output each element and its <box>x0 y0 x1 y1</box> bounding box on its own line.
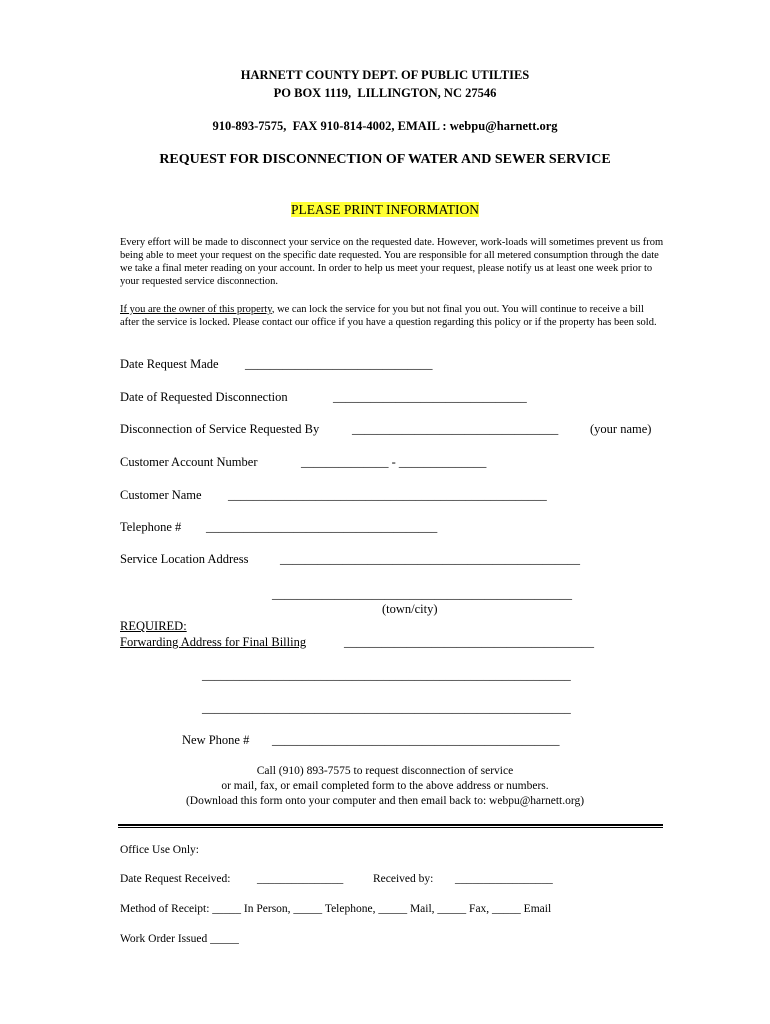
date-received-label: Date Request Received: <box>120 873 231 885</box>
print-notice-text: PLEASE PRINT INFORMATION <box>290 202 480 217</box>
date-requested-disconnection-label: Date of Requested Disconnection <box>120 390 288 404</box>
service-location-field[interactable]: ________________________________________________ <box>280 552 580 566</box>
received-by-field[interactable]: _________________ <box>455 873 553 885</box>
org-contact: 910-893-7575, FAX 910-814-4002, EMAIL : webpu@harnett.org <box>212 119 558 133</box>
date-requested-disconnection-field[interactable]: _______________________________ <box>333 390 527 404</box>
requested-by-label: Disconnection of Service Requested By <box>120 422 320 436</box>
received-by-label: Received by: <box>373 873 434 885</box>
work-order-issued[interactable]: Work Order Issued _____ <box>120 933 239 945</box>
forwarding-address-field[interactable]: ________________________________________ <box>344 635 594 649</box>
owner-paragraph <box>120 303 665 329</box>
service-location-label: Service Location Address <box>120 552 249 566</box>
form-title: REQUEST FOR DISCONNECTION OF WATER AND SEWER SERVICE <box>159 152 611 167</box>
requested-by-suffix: (your name) <box>590 422 652 436</box>
service-location-city-field[interactable]: ________________________________________________ <box>272 587 572 601</box>
date-request-made-label: Date Request Made <box>120 357 219 371</box>
date-received-field[interactable]: _______________ <box>257 873 344 885</box>
instruction-call: Call (910) 893-7575 to request disconnection of service <box>256 765 514 777</box>
new-phone-label: New Phone # <box>182 733 250 747</box>
account-number-field[interactable]: ______________ - ______________ <box>301 455 487 469</box>
customer-name-label: Customer Name <box>120 488 202 502</box>
divider-rule <box>118 824 663 826</box>
customer-name-field[interactable]: ___________________________________________________ <box>228 488 547 502</box>
requested-by-field[interactable]: _________________________________ <box>352 422 559 436</box>
office-use-heading: Office Use Only: <box>120 844 199 856</box>
instruction-download: (Download this form onto your computer and then email back to: webpu@harnett.org) <box>185 795 585 807</box>
owner-rest: , we can lock the service for you but not final you out. You will continue to receive a bill after the service is locked. Please contact our office if you have a question regarding this policy or if the property has been sold. <box>120 304 657 328</box>
telephone-label: Telephone # <box>120 520 182 534</box>
required-label: REQUIRED: <box>120 619 187 633</box>
instruction-mail: or mail, fax, or email completed form to the above address or numbers. <box>221 780 549 792</box>
org-address: PO BOX 1119, LILLINGTON, NC 27546 <box>273 86 497 100</box>
telephone-field[interactable]: _____________________________________ <box>206 520 438 534</box>
intro-paragraph: Every effort will be made to disconnect your service on the requested date. However, work-loads will sometimes prevent us from being able to meet your request on the specific date requested. You are responsible for all metered consumption through the date we take a final meter reading on your account. In order to help us meet your request, please notify us at least one week prior to your requested service disconnection. <box>120 237 664 287</box>
method-of-receipt[interactable]: Method of Receipt: _____ In Person, _____ Telephone, _____ Mail, _____ Fax, _____ Email <box>120 903 552 915</box>
print-notice <box>0 202 770 218</box>
new-phone-field[interactable]: ______________________________________________ <box>272 733 560 747</box>
owner-lead: If you are the owner of this property <box>120 304 272 315</box>
org-name: HARNETT COUNTY DEPT. OF PUBLIC UTILTIES <box>240 68 530 82</box>
forwarding-address-line3[interactable]: ___________________________________________________________ <box>202 701 571 715</box>
date-request-made-field[interactable]: ______________________________ <box>245 357 433 371</box>
divider-rule-thin <box>118 827 663 828</box>
forwarding-address-label: Forwarding Address for Final Billing <box>120 635 307 649</box>
service-location-city-label: (town/city) <box>382 602 438 616</box>
account-number-label: Customer Account Number <box>120 455 258 469</box>
forwarding-address-line2[interactable]: ___________________________________________________________ <box>202 668 571 682</box>
